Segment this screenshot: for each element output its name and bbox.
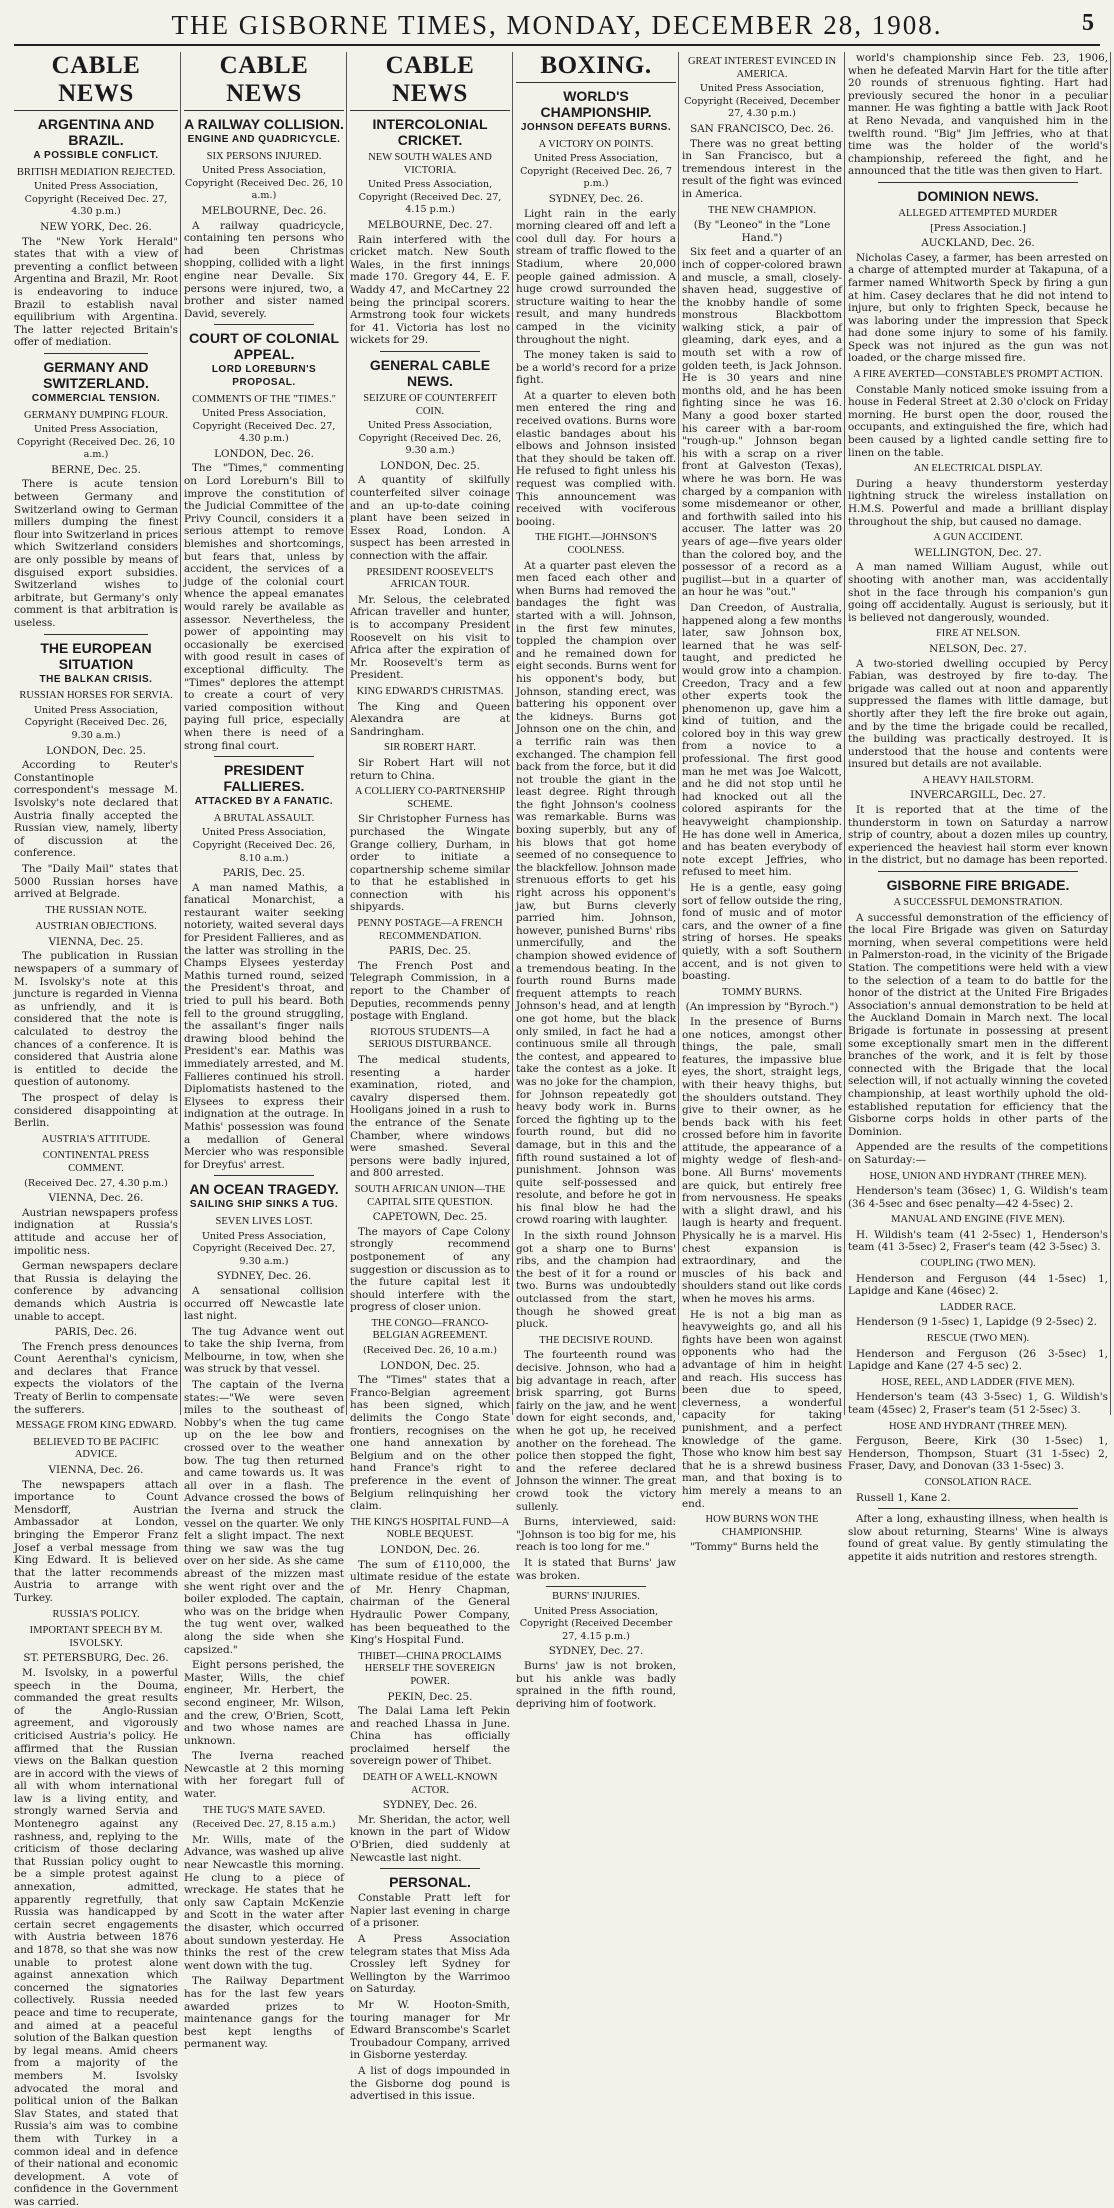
- dateline: VIENNA, Dec. 26.: [48, 1192, 144, 1205]
- dateline: VIENNA, Dec. 25.: [48, 935, 144, 948]
- article-text: The fourteenth round was decisive. Johnson, who had a big advantage in reach, after brisk sparring, got Burns fairly on the jaw, and he went down for eight seconds, and, when he got up, he received another on the forehead. The police then stopped the fight, and the referee declared Johnson the winner. The great crowd took the victory sullenly.: [516, 1349, 676, 1513]
- divider: [878, 1508, 1078, 1509]
- article-subhead: BRITISH MEDIATION REJECTED.: [16, 166, 176, 178]
- article-text: In the presence of Burns one notices, amongst other things, the pale, small features, the impassive blue eyes, the short, straight legs, with their heavy thighs, but the shoulders outstand. They give to their owner, as he bends back with his feet crossed before him in favorite attitude, the appearance of a mighty wedge of flesh-and-bone. All Burns' movements are quick, but entirely free from nervousness. He speaks with a slight drawl, and his laugh is hearty and frequent. Physically he is a marvel. His chest expansion is extraordinary, and the muscles of his back and shoulders stand out like cords when he moves his arms.: [682, 1015, 842, 1305]
- dateline: SAN FRANCISCO, Dec. 26.: [690, 122, 834, 135]
- article-subhead: A POSSIBLE CONFLICT.: [33, 150, 159, 161]
- section-head: CABLE NEWS: [350, 52, 510, 111]
- wire-credit: United Press Association, Copyright (Received Dec. 26, 10 a.m.): [185, 165, 343, 202]
- article-text: The "Daily Mail" states that 5000 Russian horses have arrived at Belgrade.: [14, 862, 178, 901]
- article-title: COURT OF COLONIAL APPEAL.: [188, 330, 340, 363]
- article-subhead: HOW BURNS WON THE CHAMPIONSHIP.: [705, 1514, 819, 1538]
- result-text: Russell 1, Kane 2.: [856, 1491, 951, 1504]
- article-subhead: SOUTH AFRICAN UNION—THE CAPITAL SITE QUESTION.: [354, 1183, 506, 1208]
- article-title: GENERAL CABLE NEWS.: [369, 356, 491, 389]
- wire-credit: (Received Dec. 26, 10 a.m.): [362, 1345, 498, 1357]
- wire-credit: United Press Association, Copyright (Received Dec. 27, 4.30 p.m.): [192, 408, 336, 445]
- article-title: AN OCEAN TRAGEDY.: [189, 1181, 339, 1198]
- article-text: Eight persons perished, the Master, Wills, the chief engineer, Mr. Herbert, the second engineer, Mr. Wilson, and the crew, O'Brien, Scott, and two whose names are unknown.: [184, 1659, 344, 1747]
- article-subhead: RUSSIA'S POLICY.: [52, 1608, 140, 1620]
- article-subhead: ENGINE AND QUADRICYCLE.: [187, 134, 341, 145]
- dateline: LONDON, Dec. 25.: [46, 744, 146, 757]
- article-subhead: COMMERCIAL TENSION.: [31, 392, 161, 404]
- article-text: The French Post and Telegraph Commission, in a report to the Chamber of Deputies, recommends penny postage with England.: [350, 959, 510, 1023]
- article-text: A railway quadricycle, containing ten persons who had been Christmas shopping, collided with a light engine near Devalle. Six persons were injured, two, a brother and sister named David, severely.: [184, 219, 344, 320]
- article-subhead: THE BALKAN CRISIS.: [39, 673, 153, 685]
- article-subhead: NEW SOUTH WALES AND VICTORIA.: [368, 152, 492, 176]
- article-title: A RAILWAY COLLISION.: [184, 116, 344, 132]
- article-text: The prospect of delay is considered disappointing at Berlin.: [14, 1092, 178, 1130]
- dateline: SYDNEY, Dec. 26.: [382, 1799, 478, 1812]
- article-title: GERMANY AND SWITZERLAND.: [43, 358, 149, 391]
- article-subhead: SEIZURE OF COUNTERFEIT COIN.: [363, 392, 497, 417]
- article-subhead: THE KING'S HOSPITAL FUND—A NOBLE BEQUEST.: [350, 1516, 510, 1541]
- divider: [546, 1586, 646, 1587]
- article-subhead: COMMENTS OF THE "TIMES.": [192, 393, 336, 405]
- article-subhead: DEATH OF A WELL-KNOWN ACTOR.: [362, 1772, 498, 1796]
- article-text: The Iverna reached Newcastle at 2 this morning with her foregart full of water.: [184, 1750, 344, 1801]
- wire-credit: (Received Dec. 27, 4.30 p.m.): [24, 1177, 168, 1189]
- article-subhead: A VICTORY ON POINTS.: [538, 138, 654, 150]
- article-subhead: THE DECISIVE ROUND.: [539, 1334, 653, 1346]
- dateline: LONDON, Dec. 25.: [380, 459, 480, 472]
- article-text: Sir Christopher Furness has purchased the Wingate Grange colliery, Durham, in order to initiate a copartnership scheme similar to that he established in connection with his shipyards.: [350, 813, 510, 914]
- dateline: PEKIN, Dec. 25.: [387, 1690, 473, 1703]
- article-text: According to Reuter's Constantinople correspondent's message M. Isvolsky's note declared that Austria finally accepted the Russian view, namely, liberty of discussion at the conference.: [14, 759, 178, 860]
- result-text: Henderson and Ferguson (44 1-5sec) 1, Lapidge and Kane (46sec) 2.: [848, 1272, 1108, 1298]
- article-text: German newspapers declare that Russia is delaying the conference by advancing demands which Austria is unable to accept.: [14, 1260, 178, 1323]
- article-text: Nicholas Casey, a farmer, has been arrested on a charge of attempted murder at Takapuna, of a farmer named Whitworth Speck by firing a gun at him. Casey declares that he did not intend to injure, but only to frighten Speck, because he was laboring under the impression that Speck had done some injury to some of his family. Speck was not injured as the gun was not loaded, or the charge missed fire.: [848, 251, 1108, 365]
- article-subhead: RIOTOUS STUDENTS—A SERIOUS DISTURBANCE.: [368, 1026, 492, 1051]
- article-subhead: SEVEN LIVES LOST.: [215, 1215, 313, 1227]
- article-text: A quantity of skilfully counterfeited silver coinage and an up-to-date coining plant have been seized in Essex Road, London. A suspect has been arrested in connection with the affair.: [350, 474, 510, 563]
- divider: [380, 351, 480, 352]
- dateline: SYDNEY, Dec. 26.: [216, 1270, 312, 1283]
- article-subhead: CONTINENTAL PRESS COMMENT.: [42, 1150, 150, 1174]
- page-number: 5: [1082, 10, 1094, 36]
- article-subhead: AN ELECTRICAL DISPLAY.: [913, 463, 1043, 475]
- dateline: INVERCARGILL, Dec. 27.: [910, 789, 1046, 802]
- article-subhead: KING EDWARD'S CHRISTMAS.: [356, 685, 504, 697]
- result-heading: HOSE AND HYDRANT (THREE MEN).: [888, 1420, 1067, 1432]
- article-text: A man named Mathis, a fanatical Monarchist, a restaurant waiter seeking notoriety, waited several days for President Fallieres, and as the latter was strolling in the Champs Elysees yesterday Mathis turned round, seized the President's throat, and tried to pull his beard. Both fell to the ground struggling, the assailant's finger nails drawing blood behind the President's ear. Mathis was immediately arrested, and M. Fallieres continued his stroll. Diplomatists hastened to the Elysees to express their indignation at the outrage. In Mathis' possession was found a medallion of General Mercier who was responsible for Dreyfus' arrest.: [184, 881, 344, 1171]
- wire-credit: United Press Association, Copyright (Received Dec. 26, 9.30 a.m.): [24, 704, 168, 741]
- article-text: The King and Queen Alexandra are at Sandringham.: [350, 700, 510, 738]
- dateline: LONDON, Dec. 25.: [380, 1359, 480, 1372]
- article-text: Rain interfered with the cricket match. New South Wales, in the first innings made 170. Gregory 44, E. F. Waddy 47, and McCartney 22 being the principal scorers. Armstrong took four wickets for 41. Victoria has lost no wickets for 29.: [350, 233, 510, 347]
- article-text: Constable Manly noticed smoke issuing from a house in Federal Street at 2.30 o'clock on Friday morning. He burst open the door, roused the occupants, and extinguished the fire, which had been caused by a lighted candle setting fire to linen on the table.: [848, 383, 1108, 459]
- article-subhead: A SUCCESSFUL DEMONSTRATION.: [893, 897, 1063, 909]
- article-text: Mr. Sheridan, the actor, well known in the part of Widow O'Brien, died suddenly at Newcastle last night.: [350, 1813, 510, 1864]
- article-text: world's championship since Feb. 23, 1906, when he defeated Marvin Hart for the title after 20 rounds of strenuous fighting. Hart had previously secured the honor in a peculiar manner. He was fighting a battle with Jack Root at Reno Nevada, and vanquished him in the twelfth round. "Big" Jim Jeffries, who at that time was the holder of the world's championship, refereed the fight, and he announced that the title was then given to Hart.: [848, 52, 1108, 178]
- dateline: NEW YORK, Dec. 26.: [40, 220, 152, 233]
- article-title: DOMINION NEWS.: [917, 187, 1039, 204]
- article-text: Six feet and a quarter of an inch of copper-colored brawn and muscle, a small, closely-shaven head, suggestive of the knobby handle of some monstrous Blackbottom walking stick, a pair of gleaming, dark eyes, and a mouth set with a row of golden teeth, is Jack Johnson. He is 30 years and nine months old, and he has been fighting since he was 16. Many a good boxer started his career with a bar-room "rough-up." Johnson began his with a scrap on a river front at Galveston (Texas), where he was born. He was charged by a companion with some misdemeanor or other, and forthwith sailed into his accuser. The latter was 20 years of age—five years older than the colored boy, and the possessor of a record as a pugilist—but in a quarter of an hour he was "out.": [682, 246, 842, 599]
- article-subhead: SAILING SHIP SINKS A TUG.: [189, 1199, 339, 1211]
- article-text: Constable Pratt left for Napier last evening in charge of a prisoner.: [350, 1892, 510, 1930]
- wire-credit: United Press Association, Copyright (Received Dec. 26, 10 a.m.): [17, 424, 175, 461]
- masthead-title: THE GISBORNE TIMES, MONDAY, DECEMBER 28, 1908.: [171, 10, 943, 40]
- dateline: LONDON, Dec. 26.: [214, 447, 314, 460]
- article-text: The captain of the Iverna states:—"We were seven miles to the southeast of Nobby's when the tug came up on the lee bow and crossed over to the weather bow. The tug then returned and came towards us. It was all over in a flash. The Advance crossed the bows of the Iverna and struck the vessel on the quarter. We only felt a slight impact. The next thing we saw was the tug over on her side. As she came abreast of the mizzen mast she went right over and the boiler exploded. The captain, who was on the bridge when the tug went over, walked along the side when she capsized.": [184, 1379, 344, 1656]
- article-text: The money taken is said to be a world's record for a prize fight.: [516, 349, 676, 387]
- result-text: Ferguson, Beere, Kirk (30 1-5sec) 1, Henderson, Thompson, Stuart (31 1-5sec) 2, Fraser, Davy, and Donovan (33 1-5sec) 3.: [848, 1435, 1108, 1473]
- wire-credit: United Press Association, Copyright (Received Dec. 27, 9.30 a.m.): [192, 1230, 336, 1267]
- column-5: [682, 52, 842, 1554]
- article-title: GISBORNE FIRE BRIGADE.: [886, 877, 1070, 894]
- wire-credit: United Press Association, Copyright (Received December 27, 4.15 p.m.): [519, 1605, 673, 1642]
- result-text: H. Wildish's team (41 2-5sec) 1, Henderson's team (41 3-5sec) 2, Fraser's team (42 3-5sec) 3.: [848, 1228, 1108, 1254]
- divider: [44, 634, 148, 635]
- article-text: The French press denounces Count Aerenthal's cynicism, and declares that France expects the violators of the Treaty of Berlin to compensate the sufferers.: [14, 1340, 178, 1416]
- columns: [14, 52, 1108, 2208]
- article-text: A successful demonstration of the efficiency of the local Fire Brigade was given on Saturday morning, when several competitions were held in Palmerston-road, in the vicinity of the Brigade Station. The competitions were held with a view to the selection of a team to do battle for the honor of the district at the United Fire Brigades Association's annual demonstration to be held at the Auckland Domain in March next. The local Brigade is fortunate in possessing at present some exceptionally smart men in the different branches of the work, and it is felt by those connected with the Brigade that the local selection will, if not actually winning the coveted championship, at least worthily uphold the old-established reputation for efficiency that the Gisborne corps holds in other parts of the Dominion.: [848, 911, 1108, 1138]
- article-subhead: THE FIGHT.—JOHNSON'S COOLNESS.: [535, 532, 657, 556]
- article-subhead: AUSTRIA'S ATTITUDE.: [41, 1133, 151, 1145]
- article-subhead: LORD LOREBURN'S PROPOSAL.: [211, 364, 317, 388]
- wire-credit: (Received Dec. 27, 8.15 a.m.): [192, 1819, 336, 1831]
- article-subhead: THE NEW CHAMPION.: [707, 204, 816, 216]
- column-6: [848, 52, 1108, 1563]
- divider: [878, 182, 1078, 183]
- article-text: He is not a big man as heavyweights go, and all his fights have been won against opponents who had the advantage of him in height and reach. His success has been due to speed, cleverness, a wonderful capacity for taking punishment, and a perfect knowledge of the game. Those who know him best say that he is a shrewd business man, and that boxing is to him merely a means to an end.: [682, 1308, 842, 1510]
- dateline: VIENNA, Dec. 26.: [48, 1464, 144, 1477]
- article-text: The sum of £110,000, the ultimate residue of the estate of Mr. Henry Chapman, chairman of the General Hydraulic Power Company, has been bequeathed to the King's Hospital Fund.: [350, 1558, 510, 1647]
- wire-credit: United Press Association, Copyright (Received Dec. 27, 4.30 p.m.): [24, 181, 168, 218]
- article-title: THE EUROPEAN SITUATION: [40, 639, 152, 672]
- dateline: NELSON, Dec. 27.: [929, 642, 1027, 655]
- article-subhead: FIRE AT NELSON.: [935, 628, 1021, 640]
- article-text: A list of dogs impounded in the Gisborne dog pound is advertised in this issue.: [350, 2064, 510, 2103]
- result-heading: RESCUE (TWO MEN).: [926, 1333, 1030, 1345]
- result-text: Henderson (9 1-5sec) 1, Lapidge (9 2-5sec) 2.: [856, 1316, 1097, 1329]
- dateline: ST. PETERSBURG, Dec. 26.: [23, 1652, 169, 1665]
- wire-credit: [Press Association.]: [930, 222, 1026, 234]
- dateline: SYDNEY, Dec. 26.: [548, 192, 644, 205]
- article-text: The Railway Department has for the last few years awarded prizes to maintenance gangs for the best kept lengths of permanent way.: [184, 1975, 344, 2051]
- article-text: The tug Advance went out to take the ship Iverna, from Melbourne, in tow, when she was struck by that vessel.: [184, 1325, 344, 1376]
- article-title: WORLD'S CHAMPIONSHIP.: [540, 88, 652, 120]
- result-heading: CONSOLATION RACE.: [924, 1476, 1032, 1488]
- article-text: At a quarter to eleven both men entered the ring and received ovations. Burns wore elastic bandages about his elbows and Johnson insisted that they should be taken off. He refused to fight unless his request was complied with. This announcement was received with vociferous booing.: [516, 389, 676, 528]
- divider: [878, 871, 1078, 872]
- article-text: In the sixth round Johnson got a sharp one to Burns' ribs, and the champion had the best of it for a round or two. Burns was undoubtedly outclassed from the start, though he showed great pluck.: [516, 1230, 676, 1331]
- article-text: He is a gentle, easy going sort of fellow outside the ring, fond of music and of motor cars, and the owner of a fine string of horses. He speaks quietly, with a soft Southern accent, and is not given to boasting.: [682, 882, 842, 983]
- dateline: LONDON, Dec. 26.: [380, 1543, 480, 1556]
- article-text: Dan Creedon, of Australia, happened along a few months later, saw Johnson box, learned that he was self-taught, and predicted he would grow into a champion. Creedon, Tracy and a few other experts took the phenomenon up, gave him a kind of tuition, and the colored boy in this way grew from a novice to a professional. The first good man he met was Joe Walcott, and he did not stop until he had knocked out all the colored aspirants for the heavyweight championship. He has done well in America, and has beaten everybody of note except Jeffries, who refused to meet him.: [682, 601, 842, 879]
- article-text: Light rain in the early morning cleared off and left a cool dull day. For hours a stream of traffic flowed to the Stadium, where 20,000 people gained admission. A huge crowd surrounded the structure waiting to hear the result, and many hundreds camped in the vicinity throughout the night.: [516, 207, 676, 346]
- article-subhead: TOMMY BURNS.: [722, 986, 802, 998]
- article-subhead: THE TUG'S MATE SAVED.: [202, 1804, 326, 1816]
- dateline: BERNE, Dec. 25.: [51, 463, 141, 476]
- article-text: Burns, interviewed, said: "Johnson is too big for me, his reach is too long for me.": [516, 1516, 676, 1554]
- article-subhead: ATTACKED BY A FANATIC.: [194, 796, 334, 808]
- article-text: Sir Robert Hart will not return to China.: [350, 756, 510, 782]
- article-subhead: THE RUSSIAN NOTE.: [45, 904, 147, 916]
- wire-credit: United Press Association, Copyright (Received Dec. 26, 7 p.m.): [520, 153, 672, 190]
- article-subhead: A GUN ACCIDENT.: [933, 532, 1023, 544]
- article-subhead: SIX PERSONS INJURED.: [206, 150, 322, 162]
- article-text: After a long, exhausting illness, when health is slow about returning, Stearns' Wine is always found of great value. By gently stimulating the appetite it aids nutrition and restores strength.: [848, 1513, 1108, 1563]
- article-text: Mr. Wills, mate of the Advance, was washed up alive near Newcastle this morning. He clung to a piece of wreckage. He states that he only saw Captain McKenzie and Scott in the water after the disaster, which occurred about sundown yesterday. He thinks the rest of the crew went down with the tug.: [184, 1833, 344, 1972]
- article-text: A man named William August, while out shooting with another man, was accidentally shot in the face through his companion's gun going off accidentally. August is seriously, but it is believed not dangerously, wounded.: [848, 561, 1108, 624]
- masthead: [14, 10, 1100, 46]
- article-subhead: GERMANY DUMPING FLOUR.: [24, 409, 168, 421]
- article-text: At a quarter past eleven the men faced each other and when Burns had removed the bandages the fight was started with a will. Johnson, in the first few minutes, toppled the champion over and he remained down for eight seconds. Burns went for his opponent's body, but Johnson, standing erect, was battering his opponent over the kidneys. Burns got Johnson one on the chin, and a terrific rain was then exchanged. The champion fell back from the force, but it did not trouble the giant in the least degree. Right through the fight Johnson's coolness was remarkable. Burns was boxing superbly, but any of his blows that got home seemed of no consequence to the blackfellow. Johnson made strenuous efforts to get his right across his opponent's jaw, but Burns cleverly parried him. Johnson, however, punished Burns' ribs unmercifully, and the champion showed evidence of a tremendous beating. In the fourth round Burns made frequent attempts to reach Johnson's head, and at length one got home, but the black only smiled, in fact he had a continuous smile all through the contest, and appeared to take the contest as a joke. It was no joke for the champion, for Johnson repeatedly got heavy body work in. Burns forced the fighting up to the fourth round, but did no damage, but in this and the fifth round sustained a lot of punishment. Johnson was quite self-possessed and resolute, and before he got in his final blow he had the crowd roaring with laughter.: [516, 559, 677, 1227]
- dateline: SYDNEY, Dec. 27.: [548, 1645, 644, 1658]
- article-text: The Dalai Lama left Pekin and reached Lhassa in June. China has officially proclaimed herself the sovereign power of Thibet.: [350, 1705, 510, 1768]
- byline: (An impression by "Byroch."): [685, 1001, 839, 1014]
- article-subhead: A HEAVY HAILSTORM.: [922, 774, 1034, 786]
- article-text: "Tommy" Burns held the: [690, 1541, 819, 1554]
- divider: [214, 324, 314, 325]
- dateline: WELLINGTON, Dec. 27.: [914, 546, 1042, 559]
- article-subhead: BURNS' INJURIES.: [552, 1591, 640, 1603]
- article-text: The "Times," commenting on Lord Loreburn's Bill to improve the constitution of the Judicial Committee of the Privy Council, considers it a serious attempt to remove blemishes and shortcomings, but fears that, unless by accident, the services of a judge of the colonial court whence the appeal emanates would rarely be available as assessor. Nevertheless, the power of appointing may occasionally be exercised with good result in cases of exceptional difficulty. The "Times" deplores the attempt to create a court of very varied composition without paying full price, especially when there is need of a strong final court.: [184, 462, 344, 752]
- divider: [44, 353, 148, 354]
- article-subhead: BELIEVED TO BE PACIFIC ADVICE.: [33, 1436, 159, 1461]
- article-title: ARGENTINA AND BRAZIL.: [37, 116, 155, 148]
- section-head: BOXING.: [516, 52, 676, 83]
- article-text: There was no great betting in San Francisco, but a tremendous interest in the result of the fight was evinced in America.: [682, 137, 842, 200]
- article-subhead: PENNY POSTAGE—A FRENCH RECOMMENDATION.: [357, 918, 503, 942]
- article-text: The medical students, resenting a harder examination, rioted, and cavalry dispersed them. Hooligans joined in a rush to the entrance of the Senate Chamber, where windows were smashed. Several persons were badly injured, and 800 arrested.: [350, 1054, 510, 1180]
- column-1: [14, 52, 178, 2208]
- article-text: During a heavy thunderstorm yesterday lightning struck the wireless installation on H.M.S. Powerful and made a brilliant display throughout the ship, but caused no damage.: [848, 477, 1108, 528]
- article-subhead: MESSAGE FROM KING EDWARD.: [15, 1420, 177, 1432]
- result-heading: HOSE, UNION AND HYDRANT (THREE MEN).: [869, 1170, 1087, 1182]
- column-4: [516, 52, 677, 1710]
- wire-credit: United Press Association, Copyright (Received, December 27, 4.30 p.m.): [684, 83, 840, 120]
- result-heading: LADDER RACE.: [940, 1301, 1016, 1313]
- dateline: PARIS, Dec. 25.: [388, 945, 472, 958]
- article-text: It is reported that at the time of the thunderstorm in town on Saturday a narrow strip of country, about a dozen miles up country, experienced the heaviest hail storm ever known in the district, but no damage has been reported.: [848, 804, 1108, 867]
- dateline: CAPETOWN, Dec. 25.: [372, 1211, 488, 1224]
- dateline: MELBOURNE, Dec. 27.: [367, 218, 493, 231]
- article-subhead: A BRUTAL ASSAULT.: [213, 812, 315, 824]
- article-subhead: JOHNSON DEFEATS BURNS.: [520, 122, 672, 133]
- article-subhead: GREAT INTEREST EVINCED IN AMERICA.: [687, 56, 837, 80]
- section-head: CABLE NEWS: [184, 52, 344, 111]
- result-text: Henderson and Ferguson (26 3-5sec) 1, Lapidge and Kane (27 4-5 sec) 2.: [848, 1347, 1108, 1373]
- article-title: PRESIDENT FALLIERES.: [223, 762, 305, 795]
- article-text: The "New York Herald" states that with a view of preventing a conflict between Argentina and Brazil, Mr. Root is endeavoring to induce Brazil to establish naval equilibrium with Argentina. The latter rejected Britain's offer of mediation.: [14, 235, 178, 349]
- article-text: The newspapers attach importance to Count Mensdorff, Austrian Ambassador at London, bringing the Emperor Franz Josef a verbal message from King Edward. It is believed that the latter recommends Austria to arrange with Turkey.: [14, 1478, 178, 1604]
- dateline: MELBOURNE, Dec. 26.: [201, 204, 327, 217]
- result-text: Henderson's team (36sec) 1, G. Wildish's team (36 4-5sec and 6sec penalty—42 4-5sec) 2.: [848, 1185, 1108, 1210]
- wire-credit: United Press Association, Copyright (Received Dec. 27, 4.15 p.m.): [358, 179, 502, 216]
- divider: [214, 1175, 314, 1176]
- article-subhead: THIBET—CHINA PROCLAIMS HERSELF THE SOVEREIGN POWER.: [358, 1650, 502, 1687]
- divider: [380, 1868, 480, 1869]
- article-subhead: THE CONGO—FRANCO-BELGIAN AGREEMENT.: [371, 1317, 489, 1342]
- article-text: A two-storied dwelling occupied by Percy Fabian, was destroyed by fire to-day. The brigade was called out at noon and apparently suppressed the flames with little damage, but shortly after they left the fire broke out again, and by the time the brigade could be recalled, the building was practically destroyed. It is understood that the house and contents were insured but details are not available.: [848, 657, 1108, 771]
- divider: [214, 756, 314, 757]
- article-text: The "Times" states that a Franco-Belgian agreement has been signed, which delimits the Congo State frontiers, recognises on the one hand annexation by Belgium and on the other hand France's right to preference in the event of Belgium relinquishing her claim.: [350, 1374, 510, 1513]
- article-subhead: ALLEGED ATTEMPTED MURDER: [898, 207, 1058, 219]
- result-heading: HOSE, REEL, AND LADDER (FIVE MEN).: [881, 1376, 1075, 1388]
- wire-credit: United Press Association, Copyright (Received Dec. 26, 9.30 a.m.): [358, 420, 502, 457]
- article-title: INTERCOLONIAL CRICKET.: [372, 116, 488, 148]
- article-title: PERSONAL.: [389, 1874, 471, 1891]
- result-text: Henderson's team (43 3-5sec) 1, G. Wildish's team (45sec) 2, Fraser's team (51 2-5sec) 3.: [848, 1391, 1108, 1416]
- column-3: [350, 52, 510, 2103]
- article-text: There is acute tension between Germany and Switzerland owing to German millers dumping the finest flour into Switzerland in prices which Switzerland considers are only possible by means of disguised export subsidies. Switzerland wishes to arbitrate, but Germany's only comment is that arbitration is useless.: [14, 478, 178, 629]
- dateline: AUCKLAND, Dec. 26.: [921, 237, 1035, 250]
- byline: (By "Leoneo" in the "Lone Hand."): [693, 219, 831, 244]
- article-subhead: A FIRE AVERTED—CONSTABLE'S PROMPT ACTION.: [853, 369, 1103, 381]
- article-subhead: IMPORTANT SPEECH BY M. ISVOLSKY.: [29, 1625, 163, 1649]
- article-subhead: PRESIDENT ROOSEVELT'S AFRICAN TOUR.: [366, 566, 494, 591]
- section-head: CABLE NEWS: [14, 52, 178, 111]
- article-text: The publication in Russian newspapers of a summary of M. Isvolsky's note at this juncture is regarded in Vienna as unfriendly, and it is considered that the note is calculated to destroy the chances of a conference. It is considered that Austria alone is entitled to decide the question of autonomy.: [14, 950, 178, 1089]
- article-text: Mr. Selous, the celebrated African traveller and hunter, is to accompany President Roosevelt on his visit to Africa after the expiration of Mr. Roosevelt's term as President.: [350, 593, 510, 682]
- article-subhead: AUSTRIAN OBJECTIONS.: [35, 921, 157, 933]
- wire-credit: United Press Association, Copyright (Received Dec. 26, 8.10 a.m.): [192, 827, 336, 864]
- article-text: A sensational collision occurred off Newcastle late last night.: [184, 1284, 344, 1323]
- article-text: It is stated that Burns' jaw was broken.: [516, 1556, 676, 1582]
- article-subhead: RUSSIAN HORSES FOR SERVIA.: [19, 690, 173, 702]
- result-heading: MANUAL AND ENGINE (FIVE MEN).: [891, 1214, 1065, 1226]
- dateline: PARIS, Dec. 25.: [222, 867, 306, 880]
- article-text: Mr W. Hooton-Smith, touring manager for Mr Edward Branscombe's Scarlet Troubadour Company, arrived in Gisborne yesterday.: [350, 1998, 510, 2062]
- result-heading: COUPLING (TWO MEN).: [920, 1258, 1036, 1270]
- article-text: Austrian newspapers profess indignation at Russia's attitude and accuse her of impolitic ness.: [14, 1206, 178, 1257]
- article-text: The mayors of Cape Colony strongly recommend postponement of any suggestion or discussion as to the future capital lest it should interfere with the progress of closer union.: [350, 1225, 510, 1314]
- dateline: PARIS, Dec. 26.: [54, 1326, 138, 1339]
- article-text: Appended are the results of the competitions on Saturday:—: [848, 1141, 1108, 1166]
- article-text: A Press Association telegram states that Miss Ada Crossley left Sydney for Wellington by the Warrimoo on Saturday.: [350, 1933, 510, 1996]
- article-subhead: A COLLIERY CO-PARTNERSHIP SCHEME.: [354, 786, 506, 810]
- article-text: M. Isvolsky, in a powerful speech in the Douma, commanded the great results of the Anglo-Russian agreement, and vigorously criticised Austria's policy. He affirmed that the Russian views on the Balkan question are in accord with the views of all with whom international law is a living entity, and strongly warned Servia and Montenegro against any rashness, and, replying to the criticism of those declaring that Russian policy ought to be a simple protest against annexation, admitted, apparently regretfully, that Russia was handicapped by certain secret engagements with Austria between 1876 and 1878, so that she was now unable to protest alone against annexation which concerned the signatories collectively. Russia needed peace and time to recuperate, and aimed at a peaceful solution of the Balkan question by legal means. Amid cheers from a majority of the members M. Isvolsky advocated the moral and political union of the Balkan Slav States, and stated that Russia's aim was to combine them with Turkey in a common ideal and in defence of their national and economic development. A vote of confidence in the Government was carried.: [14, 1666, 178, 2208]
- column-2: [184, 52, 344, 2051]
- article-subhead: SIR ROBERT HART.: [384, 742, 476, 754]
- article-text: Burns' jaw is not broken, but his ankle was badly sprained in the fifth round, depriving him of footwork.: [516, 1660, 676, 1710]
